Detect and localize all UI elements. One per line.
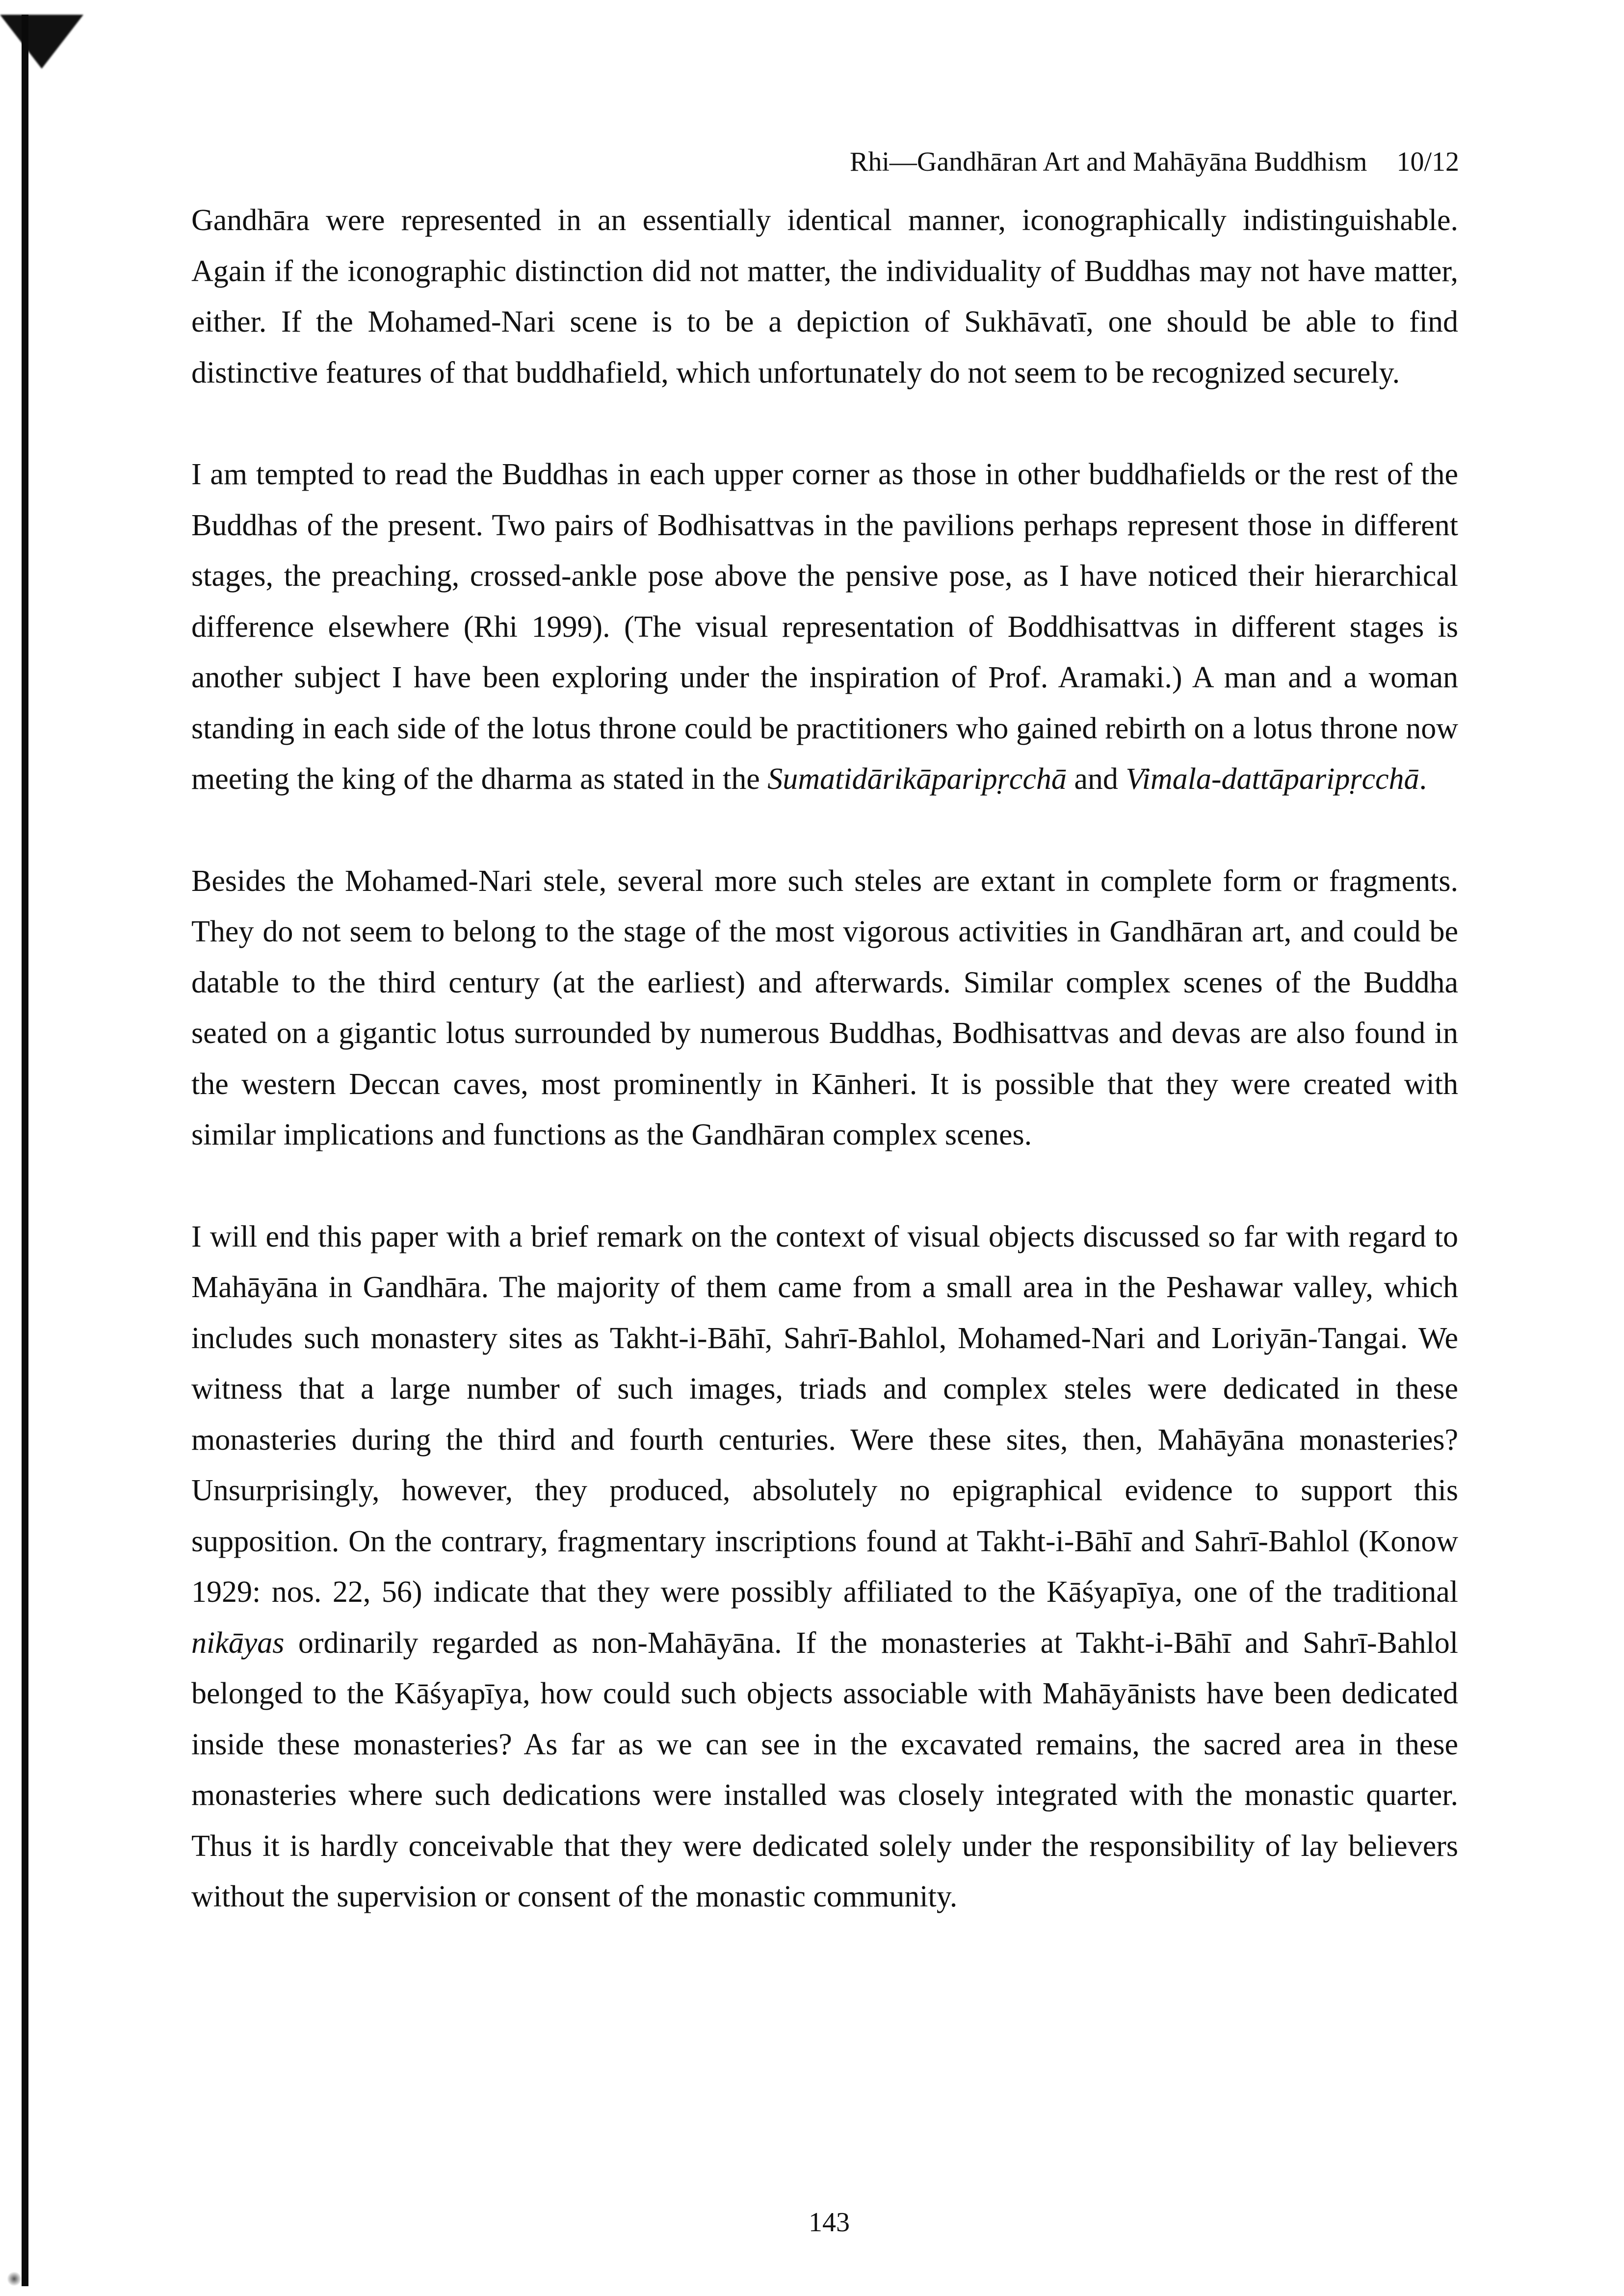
binding-shadow-bottom xyxy=(7,2271,22,2286)
italic-title: Vimala-dattāparipṛcchā xyxy=(1126,762,1419,796)
paragraph-3 xyxy=(191,856,1458,1161)
text-run: Gandhāra were represented in an essentially identical manner, iconographically indistinguishable. Again if the iconographic distinction did not matter, the individuality of Buddhas may not have matter, either. If the Mohamed-Nari scene is to be a depiction of Sukhāvatī, one should be able to find distinctive features of that buddhafield, which unfortunately do not seem to be recognized securely. xyxy=(191,204,1458,390)
text-run: I am tempted to read the Buddhas in each upper corner as those in other buddhafields or the rest of the Buddhas of the present. Two pairs of Bodhisattvas in the pavilions perhaps represent those in different stages, the preaching, crossed-ankle pose above the pensive pose, as I have noticed their hierarchical difference elsewhere (Rhi 1999). (The visual representation of Boddhisattvas in different stages is another subject I have been exploring under the inspiration of Prof. Aramaki.) A man and a woman standing in each side of the lotus throne could be practitioners who gained rebirth on a lotus throne now meeting the king of the dharma as stated in the xyxy=(191,458,1458,796)
binding-edge-line xyxy=(22,15,28,2286)
paragraph-1 xyxy=(191,195,1458,398)
running-head-title: Rhi—Gandhāran Art and Mahāyāna Buddhism xyxy=(849,147,1367,177)
text-run: . xyxy=(1419,762,1427,796)
paragraph-4 xyxy=(191,1212,1458,1923)
text-run: I will end this paper with a brief remark on the context of visual objects discussed so far with regard to Mahāyāna in Gandhāra. The majority of them came from a small area in the Peshawar valley, which includes such monastery sites as Takht-i-Bāhī, Sahrī-Bahlol, Mohamed-Nari and Loriyān-Tangai. We witness that a large number of such images, triads and complex steles were dedicated in these monasteries during the third and fourth centuries. Were these sites, then, Mahāyāna monasteries? Unsurprisingly, however, they produced, absolutely no epigraphical evidence to support this supposition. On the contrary, fragmentary inscriptions found at Takht-i-Bāhī and Sahrī-Bahlol (Konow 1929: nos. 22, 56) indicate that they were possibly affiliated to the Kāśyapīya, one of the traditional xyxy=(191,1220,1458,1609)
paragraph-2 xyxy=(191,449,1458,805)
italic-title: Sumatidārikāparipṛcchā xyxy=(767,762,1067,796)
italic-title: nikāyas xyxy=(191,1626,285,1660)
running-head xyxy=(850,142,1459,182)
text-run: Besides the Mohamed-Nari stele, several more such steles are extant in complete form or fragments. They do not seem to belong to the stage of the most vigorous activities in Gandhāran art, and could be datable to the third century (at the earliest) and afterwards. Similar complex scenes of the Buddha seated on a gigantic lotus surrounded by numerous Buddhas, Bodhisattvas and devas are also found in the western Deccan caves, most prominently in Kānheri. It is possible that they were created with similar implications and functions as the Gandhāran complex scenes. xyxy=(191,864,1458,1151)
page-number: 143 xyxy=(809,2207,850,2238)
text-run: and xyxy=(1066,762,1126,796)
binding-shadow-top xyxy=(0,15,83,69)
running-head-folio: 10/12 xyxy=(1396,147,1459,177)
text-run: ordinarily regarded as non-Mahāyāna. If the monasteries at Takht-i-Bāhī and Sahrī-Bahlol belonged to the Kāśyapīya, how could such objects associable with Mahāyānists have been dedicated inside these monasteries? As far as we can see in the excavated remains, the sacred area in these monasteries where such dedications were installed was closely integrated with the monastic quarter. Thus it is hardly conceivable that they were dedicated solely under the responsibility of lay believers without the supervision or consent of the monastic community. xyxy=(191,1626,1458,1913)
body-text xyxy=(191,195,1458,1923)
